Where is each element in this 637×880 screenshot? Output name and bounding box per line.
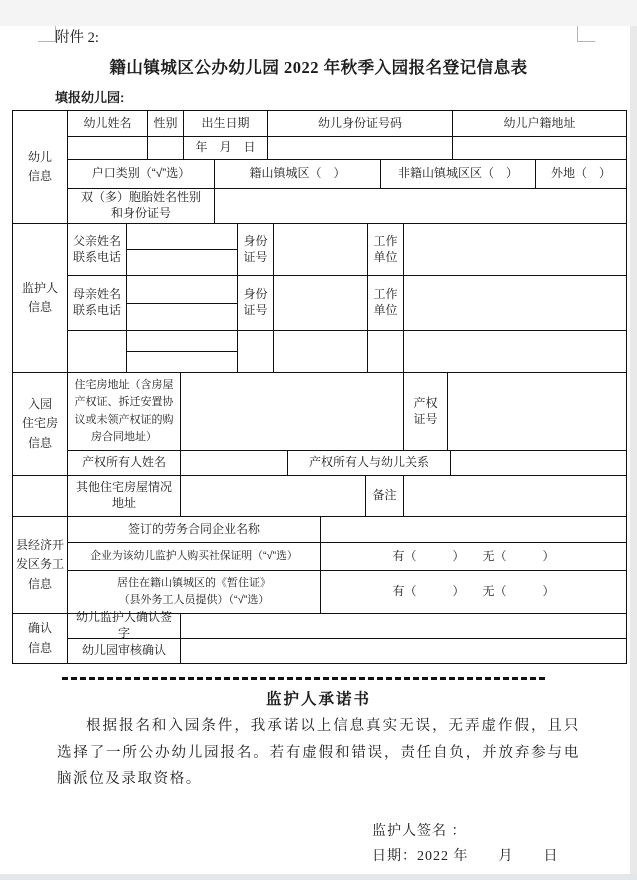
mother-id-input[interactable] xyxy=(274,276,368,330)
guardian-signature-label[interactable]: 监护人签名 ： xyxy=(372,823,467,839)
child-gender-header: 性别 xyxy=(148,111,184,136)
document-title: 籍山镇城区公办幼儿园 2022 年秋季入园报名登记信息表 xyxy=(109,58,528,77)
owner-name-label: 产权所有人姓名 xyxy=(68,451,181,475)
father-id-input[interactable] xyxy=(274,224,368,275)
mother-id-label: 身份 证号 xyxy=(238,276,274,330)
guardian-sign-label: 幼儿监护人确认签字 xyxy=(68,614,181,638)
mother-phone-input[interactable] xyxy=(127,304,237,331)
father-phone-input[interactable] xyxy=(127,250,237,275)
mother-work-label: 工作 单位 xyxy=(368,276,404,330)
social-insurance-answer[interactable]: 有（ ） 无（ ） xyxy=(392,548,555,563)
father-name-phone-inputs xyxy=(127,224,238,275)
other-guardian-id-label xyxy=(238,331,274,372)
child-gender-input[interactable] xyxy=(148,137,184,159)
father-work-input[interactable] xyxy=(404,224,626,275)
pledge-title: 监护人承诺书 xyxy=(265,691,371,708)
other-guardian-name-input[interactable] xyxy=(127,331,237,352)
temporary-residence-answer[interactable]: 有（ ） 无（ ） xyxy=(392,584,555,599)
section-label-child-info: 幼儿 信息 xyxy=(13,111,68,223)
registration-table xyxy=(12,110,627,664)
signature-block xyxy=(372,819,637,871)
child-residence-input[interactable] xyxy=(453,137,626,159)
date-label[interactable]: 日期：2022 年 月 日 xyxy=(372,849,559,865)
temporary-residence-label: 居住在籍山镇城区的《暂住证》 （县外务工人员提供）（“√”选） xyxy=(68,571,321,613)
scan-edge-right xyxy=(630,26,637,880)
other-guardian-id-input[interactable] xyxy=(274,331,368,372)
child-id-header: 幼儿身份证号码 xyxy=(268,111,453,136)
child-name-input[interactable] xyxy=(68,137,148,159)
mother-name-phone-inputs xyxy=(127,276,238,330)
child-id-input[interactable] xyxy=(268,137,453,159)
kindergarten-audit-row xyxy=(68,639,626,663)
section-label-confirm-info: 确认 信息 xyxy=(13,614,68,663)
mother-work-input[interactable] xyxy=(404,276,626,330)
property-cert-label: 产权 证号 xyxy=(404,373,448,450)
other-housing-row xyxy=(68,476,626,516)
other-guardian-phone-input[interactable] xyxy=(127,352,237,372)
hukou-option-non-urban[interactable]: 非籍山镇城区区（ ） xyxy=(381,160,536,188)
child-input-row xyxy=(68,137,626,160)
housing-address-input[interactable] xyxy=(181,373,404,450)
father-label: 父亲姓名 联系电话 xyxy=(68,224,127,275)
crop-mark-top-left xyxy=(38,26,56,42)
owner-name-input[interactable] xyxy=(181,451,288,475)
guardian-sign-row xyxy=(68,610,626,640)
social-insurance-row xyxy=(68,543,626,571)
other-guardian-work-label xyxy=(368,331,404,372)
other-housing-section xyxy=(13,476,626,517)
father-id-label: 身份 证号 xyxy=(238,224,274,275)
kindergarten-audit-label: 幼儿园审核确认 xyxy=(68,639,181,663)
twins-label: 双（多）胞胎姓名性别和身份证号 xyxy=(68,189,215,223)
child-dob-input[interactable]: 年 月 日 xyxy=(184,137,268,159)
section-label-housing-info: 入园 住宅房 信息 xyxy=(13,373,68,475)
fill-kindergarten-label: 填报幼儿园: xyxy=(55,90,125,105)
remark-input[interactable] xyxy=(404,476,626,516)
hukou-option-urban[interactable]: 籍山镇城区（ ） xyxy=(215,160,381,188)
child-info-section xyxy=(13,111,626,224)
other-guardian-work-input[interactable] xyxy=(404,331,626,372)
other-housing-input[interactable] xyxy=(181,476,366,516)
mother-name-input[interactable] xyxy=(127,276,237,304)
other-guardian-name-phone-inputs xyxy=(127,331,238,372)
property-owner-row xyxy=(68,451,626,475)
twins-row xyxy=(68,189,626,223)
remark-label: 备注 xyxy=(366,476,404,516)
scan-edge-bottom xyxy=(0,874,637,880)
child-residence-header: 幼儿户籍地址 xyxy=(503,115,576,130)
kindergarten-audit-input[interactable] xyxy=(181,639,626,663)
hukou-type-row xyxy=(68,160,626,189)
attachment-label: 附件 2: xyxy=(55,30,99,46)
hukou-type-label: 户口类别（“√”选） xyxy=(68,160,215,188)
pledge-body: 根据报名和入园条件，我承诺以上信息真实无误，无弄虚作假，且只选择了一所公办幼儿园报名。若有虚假和错误，责任自负，并放弃参与电脑派位及录取资格。 xyxy=(57,718,580,788)
section-label-guardian-info: 监护人 信息 xyxy=(13,224,68,372)
scanned-form-page xyxy=(0,26,637,880)
child-name-header: 幼儿姓名 xyxy=(68,111,148,136)
child-dob-header: 出生日期 xyxy=(184,111,268,136)
housing-info-section xyxy=(13,373,626,476)
guardian-sign-input[interactable] xyxy=(181,614,626,638)
housing-address-label: 住宅房地址（含房屋产权证、拆迁安置协议或未领产权证的购房合同地址） xyxy=(68,373,181,450)
confirm-info-section xyxy=(13,610,626,663)
mother-label: 母亲姓名 联系电话 xyxy=(68,276,127,330)
twins-input[interactable] xyxy=(215,189,626,223)
section-label-work-info: 县经济开 发区务工 信息 xyxy=(13,517,68,613)
mother-row xyxy=(68,276,626,331)
father-name-input[interactable] xyxy=(127,224,237,250)
temporary-residence-row xyxy=(68,571,626,613)
hukou-option-outside[interactable]: 外地（ ） xyxy=(550,166,611,181)
housing-address-row xyxy=(68,373,626,451)
labor-contract-input[interactable] xyxy=(321,517,626,542)
father-work-label: 工作 单位 xyxy=(368,224,404,275)
child-header-row xyxy=(68,111,626,137)
other-guardian-label xyxy=(68,331,127,372)
other-housing-label: 其他住宅房屋情况地址 xyxy=(68,476,181,516)
other-guardian-row xyxy=(68,331,626,372)
father-row xyxy=(68,224,626,276)
section-label-empty xyxy=(13,476,68,516)
guardian-info-section xyxy=(13,224,626,373)
labor-contract-label: 签订的劳务合同企业名称 xyxy=(68,517,321,542)
crop-mark-top-right xyxy=(577,26,595,42)
work-info-section xyxy=(13,517,626,614)
owner-relation-input[interactable] xyxy=(451,451,626,475)
social-insurance-label: 企业为该幼儿监护人购买社保证明（“√”选） xyxy=(68,543,321,570)
owner-relation-label: 产权所有人与幼儿关系 xyxy=(288,451,451,475)
dashed-divider xyxy=(62,677,545,680)
property-cert-input[interactable] xyxy=(448,373,626,450)
labor-contract-row xyxy=(68,517,626,543)
